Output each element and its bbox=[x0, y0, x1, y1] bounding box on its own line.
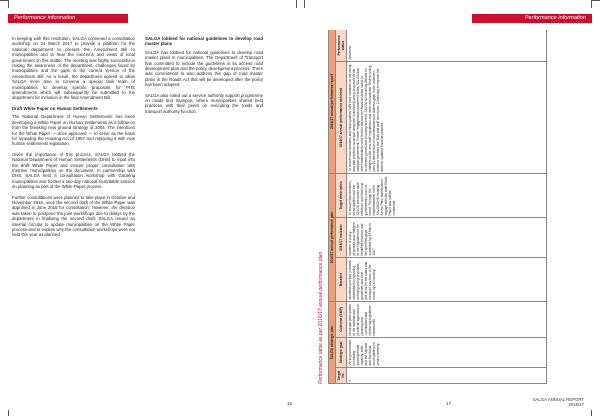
table-caption: Performance table as per 2016/17 annual performance plan bbox=[318, 251, 324, 384]
cell-target-no: 4 bbox=[347, 368, 547, 384]
crop-mark bbox=[296, 0, 297, 8]
paragraph: Further consultations were planned to take place in October and November 2016, once the second draft of the White Paper was approved in June 2016 for consultation. However, the decision was taken to postpone the joint workshops due to delays by the department in finalising the second draft. SALGA issued an internal circular to update municipalities on the White Paper process and to explain why the consultation workshops were not held this year as planned. bbox=[12, 194, 135, 238]
table-row bbox=[347, 30, 547, 384]
band-annual-report: 2016/17 annual performance report bbox=[329, 30, 336, 173]
section-heading: Draft White Paper on Human Settlements bbox=[12, 105, 98, 111]
paragraph: Given the importance of this process, SALGA lobbied the National Department of Human Settlements (DHS) to input into the draft White Paper and ensure proper consultation with member municipalities on the document. In partnership with DHS, SALGA held a consultation workshop with Gauteng municipalities and hosted a two-day national roundtable session on planning as part of the White Paper process. bbox=[12, 151, 135, 190]
section-heading: SALGA lobbied for national guidelines to develop road master plans bbox=[145, 36, 263, 47]
report-brand-line2: 2016/17 bbox=[568, 401, 584, 407]
performance-table bbox=[328, 30, 547, 384]
band-annual-plan: 2016/17 annual performance plan bbox=[329, 173, 336, 301]
col-header-baseline: Baseline bbox=[336, 258, 347, 302]
cell-target-description: To ensure that members, municipalities and the SALGA electorate have influence and that local government's voice is heard. Through the implementation of the SALGA/DHS Housing Sector Plan, stakeholders engage with the draft White Paper and submit comments bbox=[347, 173, 547, 217]
header-title: Performance information bbox=[524, 15, 586, 21]
page-number: 17 bbox=[446, 401, 452, 406]
col-header-target-no: Target No bbox=[336, 368, 347, 384]
col-header-strategic-goal: Strategic goal bbox=[336, 338, 347, 368]
crop-mark bbox=[8, 0, 9, 8]
crop-mark bbox=[591, 0, 592, 8]
cell-performance-status: Achieved bbox=[347, 30, 547, 61]
rotated-table-container bbox=[318, 30, 582, 384]
cell-performance-achieved: To ensure that members and municipalities fulfill their mandate on electricity and that positions municipal viewpoint to authority policy proposals to the national government. Further engagements between Eskom, SALGA and other stakeholders were held to discuss the financial debts owed, to accelerate growth and economy function. SALGA successfully lobbied for changes to the new draft regulations and other mechanisms. Review policy plan 10 intervention recommendations to address gaps in the customer solution. Increase the Bulk and tariff structures. Continuing to request the data for updated financial modules. bbox=[347, 61, 547, 173]
cell-outcome: Municipal participation in the national and provincial approach to planning and coordination and reinforcing legislative frameworks bbox=[347, 302, 547, 338]
crop-mark bbox=[0, 0, 8, 1]
col-header-performance-status: Performance status bbox=[336, 30, 347, 61]
paragraph: In keeping with this resolution, SALGA convened a consultation workshop on 24 March 2017 to provide a platform for the national department to present the Amendment Bill to municipalities and to hear the concerns and views of local government on this matter. The meeting was highly successful in raising the awareness of the department, challenges faced by municipalities and the gaps in the current version of the Amendment Bill. As a result, the department agreed to allow SALGA more time to convene a special task team of municipalities to develop specific proposals for PHS amendments which will subsequently be submitted to the department for inclusion in the final Amendment Bill. bbox=[12, 36, 135, 101]
col-header-performance-achieved: 2016/17 annual performance achieved bbox=[336, 61, 347, 173]
table-viewport bbox=[318, 30, 582, 384]
band-strategic-plan: SALGA strategic plan bbox=[329, 302, 336, 384]
header-title: Performance information bbox=[14, 15, 76, 21]
text-column-1 bbox=[12, 36, 135, 243]
report-brand-line1: SALGA ANNUAL REPORT bbox=[532, 396, 584, 402]
crop-mark bbox=[592, 0, 600, 1]
right-page bbox=[302, 14, 592, 410]
paragraph: The National Department of Human Settlements has been developing a White Paper on Human Settlements as a follow-on from the breaking new ground strategy of 2004. The intentions for the White Paper — once approved — to serve as the basis for repealing the Housing Act of 1997 and replacing it with new human settlements legislation. bbox=[12, 114, 135, 147]
left-page bbox=[8, 14, 298, 410]
report-brand bbox=[533, 397, 584, 407]
col-header-target-description: Target description bbox=[336, 173, 347, 217]
paragraph: SALGA has lobbied for national guidelines to develop road master plans in municipalities. The Department of Transport has committed to include the guidelines in its access road development plan and the policy development process. There was commitment to also address this gap of road master plans in the Roads Act that will be developed after the policy has been adopted. bbox=[145, 49, 263, 88]
paragraph: SALGA also rolled out a service authority support programme on roads and transport, where municipalities shared best practices with their peers on executing the roads and transport authority function. bbox=[145, 92, 263, 114]
page-number: 16 bbox=[286, 401, 292, 406]
cell-baseline: Identified priorities (relevant stakeholders) regarding authority policy proposals, guidelines and best practices for the roads and transport functions in the sector by LG industry bbox=[347, 258, 547, 302]
crop-mark bbox=[304, 0, 305, 8]
cell-strategic-goal: Vocal government increasing developmental capacity, skills and the capable and functional municipalities for service delivery bbox=[347, 338, 547, 368]
col-header-outcome: Outcome (SMP) bbox=[336, 302, 347, 338]
cell-indicator: Number of policy proposals and changes to the legislation to be identified priorities and the specified gaps submitted by 31 March 2017 bbox=[347, 218, 547, 258]
col-header-indicator: 2016/17 indicator bbox=[336, 218, 347, 258]
text-column-2 bbox=[145, 36, 263, 119]
